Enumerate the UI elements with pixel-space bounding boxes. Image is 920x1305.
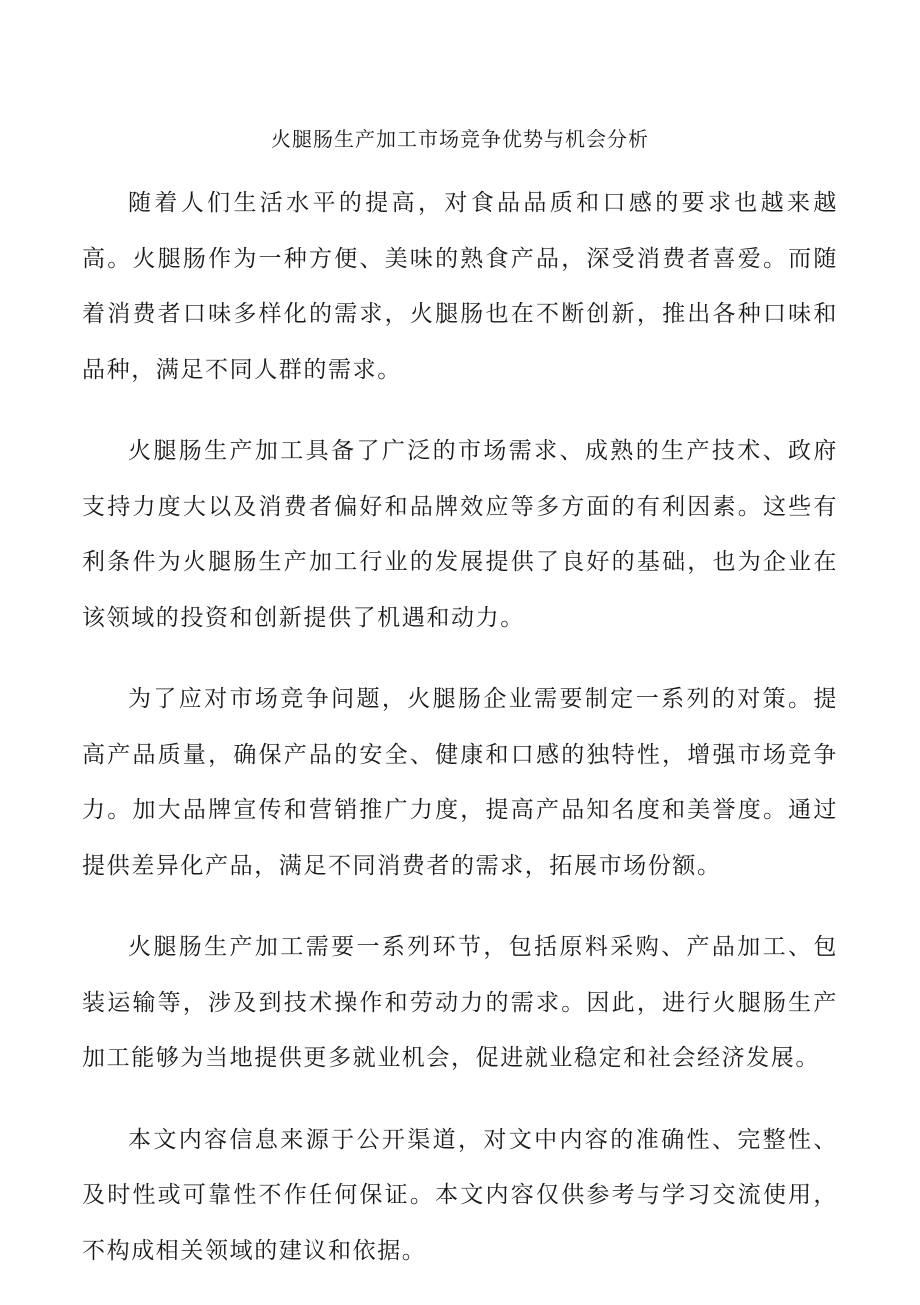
paragraph-2: 火腿肠生产加工具备了广泛的市场需求、成熟的生产技术、政府支持力度大以及消费者偏好和品牌效应等多方面的有利因素。这些有利条件为火腿肠生产加工行业的发展提供了良好的基础，也为企业在该领域的投资和创新提供了机遇和动力。 [82,438,838,631]
document-title: 火腿肠生产加工市场竞争优势与机会分析 [271,127,649,151]
paragraph-5: 本文内容信息来源于公开渠道，对文中内容的准确性、完整性、及时性或可靠性不作任何保证。本文内容仅供参考与学习交流使用，不构成相关领域的建议和依据。 [82,1126,838,1264]
paragraph-4: 火腿肠生产加工需要一系列环节，包括原料采购、产品加工、包装运输等，涉及到技术操作和劳动力的需求。因此，进行火腿肠生产加工能够为当地提供更多就业机会，促进就业稳定和社会经济发展。 [82,934,838,1071]
paragraph-1: 随着人们生活水平的提高，对食品品质和口感的要求也越来越高。火腿肠作为一种方便、美味的熟食产品，深受消费者喜爱。而随着消费者口味多样化的需求，火腿肠也在不断创新，推出各种口味和品种，满足不同人群的需求。 [82,190,838,383]
paragraph-3: 为了应对市场竞争问题，火腿肠企业需要制定一系列的对策。提高产品质量，确保产品的安全、健康和口感的独特性，增强市场竞争力。加大品牌宣传和营销推广力度，提高产品知名度和美誉度。通过提供差异化产品，满足不同消费者的需求，拓展市场份额。 [82,686,838,879]
document-body [82,176,838,1305]
